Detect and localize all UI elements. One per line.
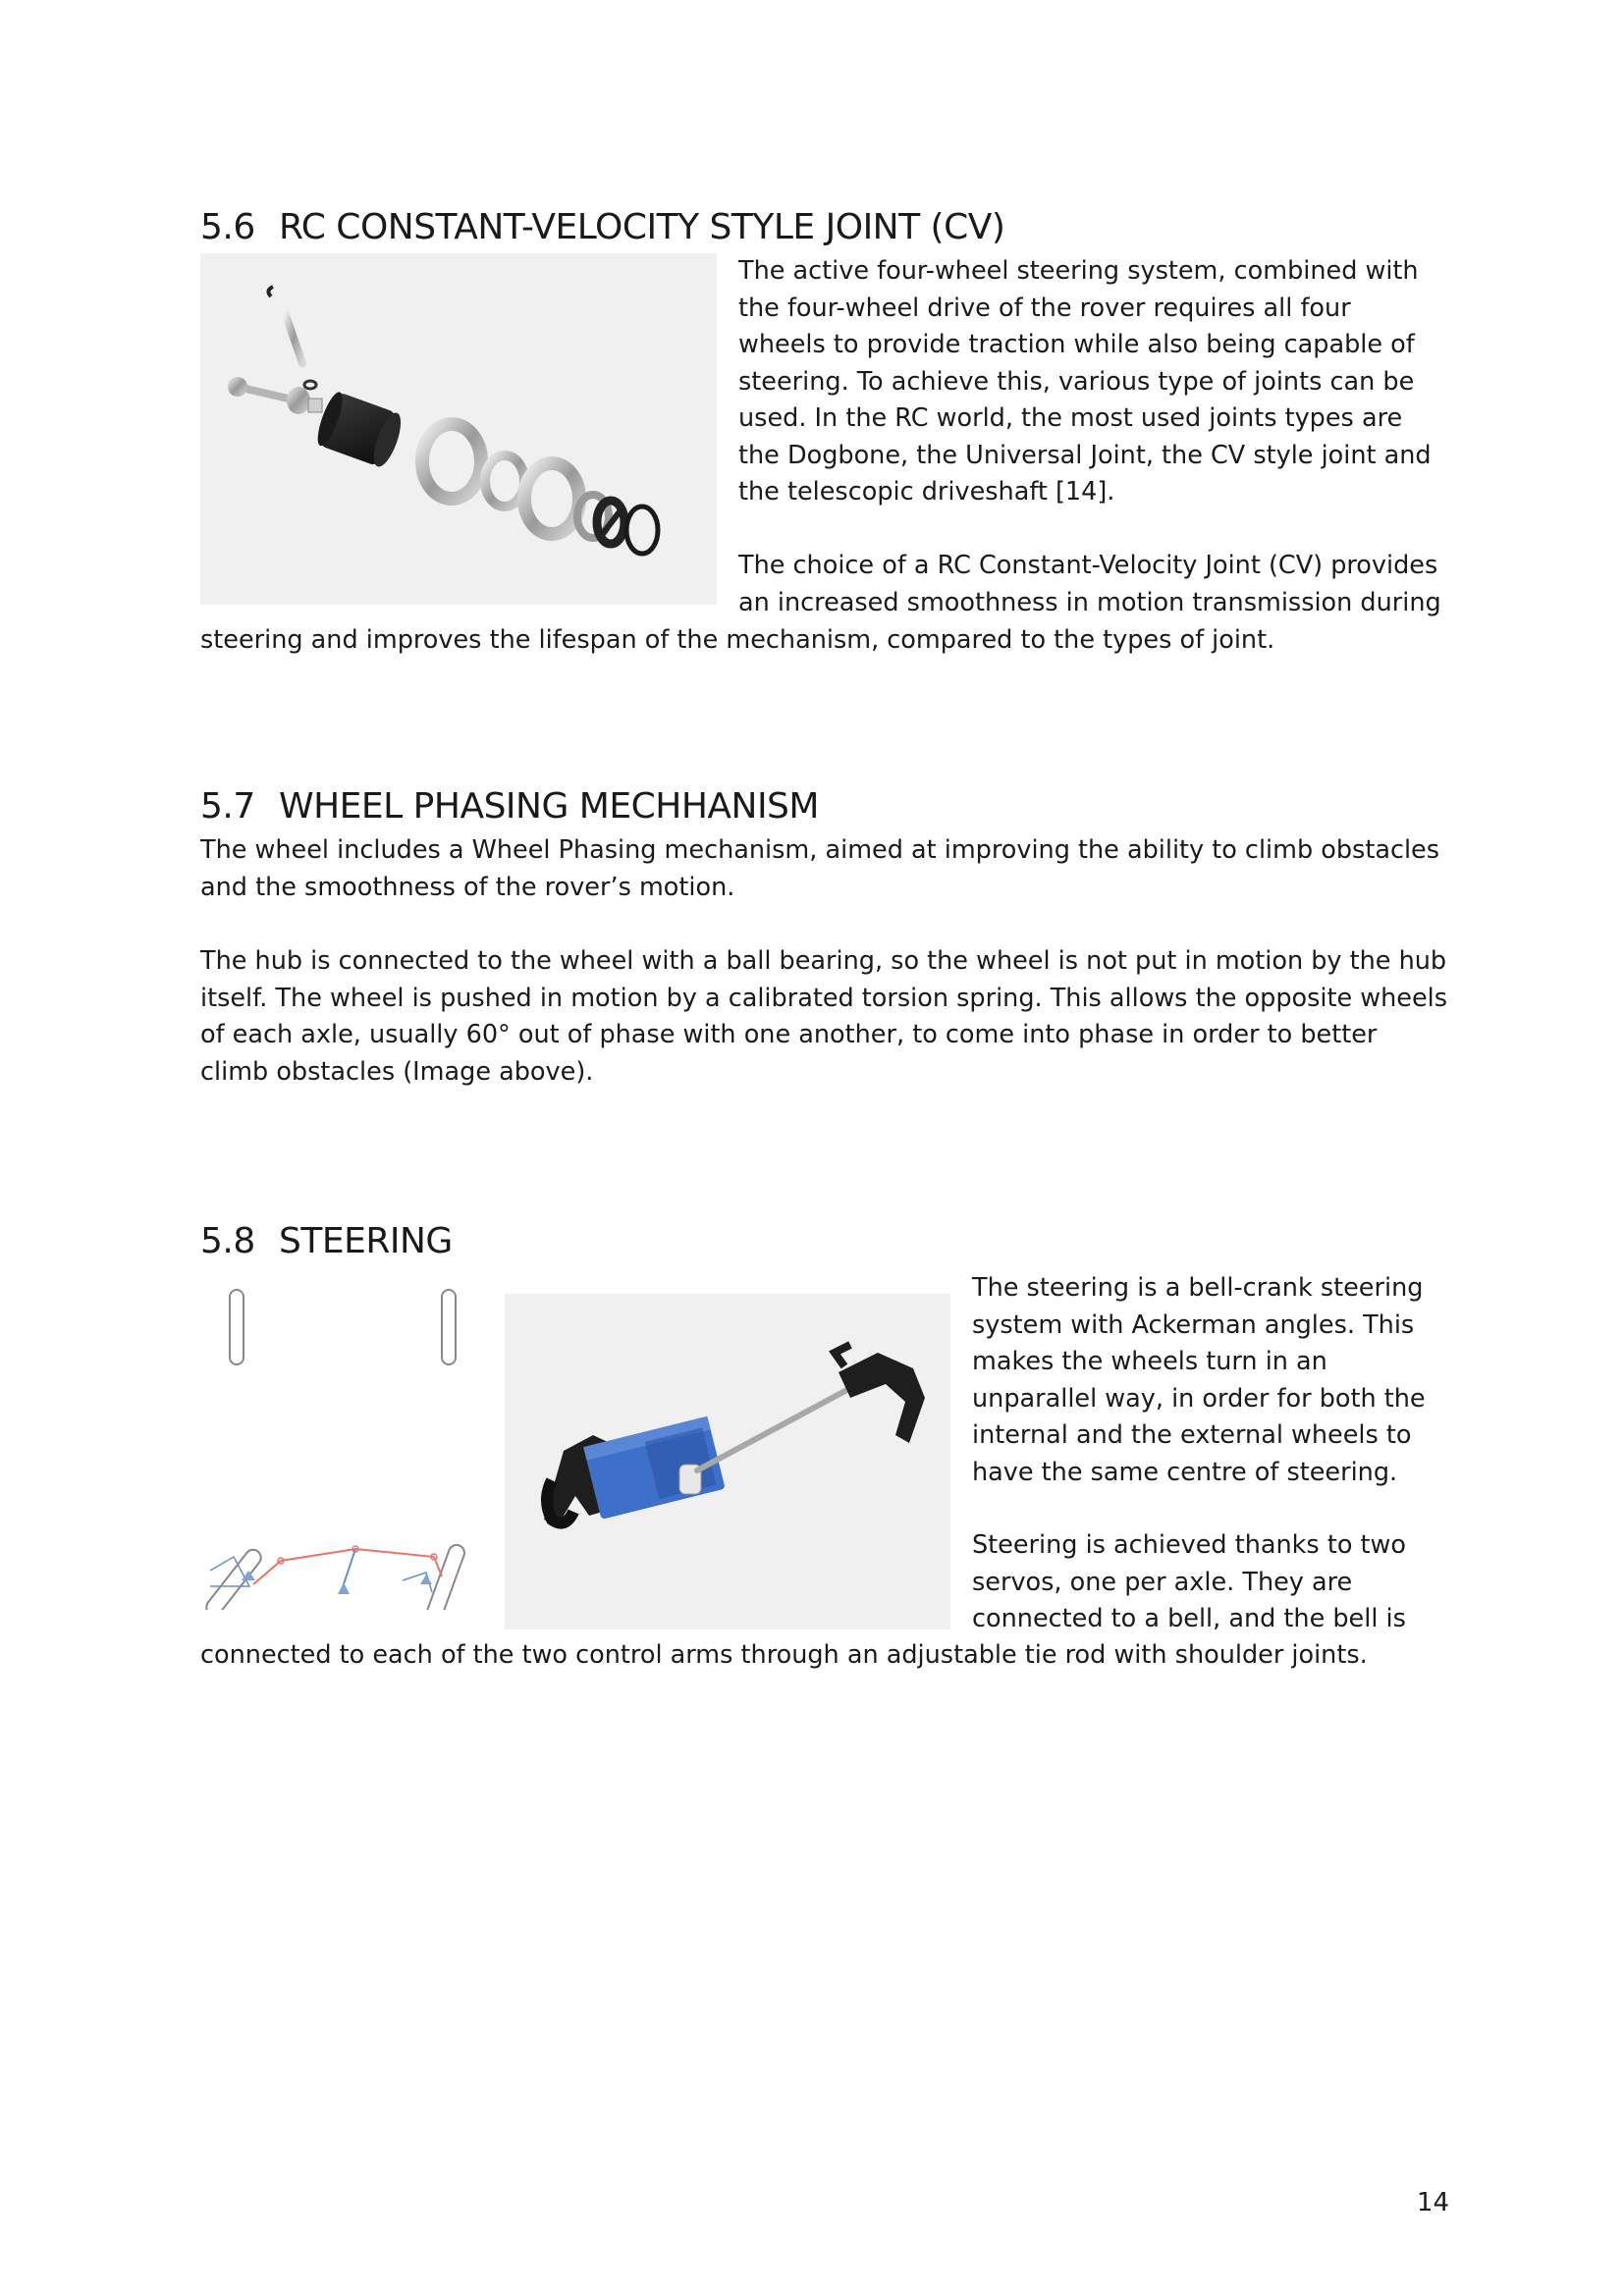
cv-joint-exploded-render <box>200 253 717 605</box>
section-number: 5.6 <box>200 207 255 247</box>
steering-side-text-2: Steering is achieved thanks to two servos, one per axle. They are connected to a bell, and the bell is <box>972 1530 1406 1633</box>
section-heading-cv <box>200 206 1004 249</box>
section-title: WHEEL PHASING MECHHANISM <box>279 786 819 827</box>
section-heading-phasing <box>200 785 819 828</box>
ackermann-steering-diagram <box>200 1286 485 1610</box>
phasing-paragraph-1: The wheel includes a Wheel Phasing mechanism, aimed at improving the ability to climb obstacles and the smoothness of the rover’s motion. <box>200 835 1440 902</box>
steering-side-text: The steering is a bell-crank steering system with Ackerman angles. This makes the wheels turn in an unparallel way, in order for both the internal and the external wheels to have the same centre of steering. <box>972 1273 1426 1487</box>
cv-side-text-2: The choice of a RC Constant-Velocity Joint (CV) provides an increased smoothness in motion transmission during <box>738 551 1441 617</box>
steering-full-text: connected to each of the two control arms through an adjustable tie rod with shoulder joints. <box>200 1640 1368 1670</box>
phasing-paragraph-2: The hub is connected to the wheel with a ball bearing, so the wheel is not put in motion by the hub itself. The wheel is pushed in motion by a calibrated torsion spring. This allows the opposite wheels of each axle, usually 60° out of phase with one another, to come into phase in order to better climb obstacles (Image above). <box>200 946 1448 1087</box>
page-number: 14 <box>1416 2188 1449 2217</box>
section-heading-steering <box>200 1220 453 1263</box>
cv-full-text: steering and improves the lifespan of the mechanism, compared to the types of joint. <box>200 625 1275 655</box>
section-number: 5.7 <box>200 786 255 827</box>
section-title: RC CONSTANT-VELOCITY STYLE JOINT (CV) <box>279 207 1005 247</box>
section-title: STEERING <box>279 1221 453 1261</box>
cv-side-text: The active four-wheel steering system, combined with the four-wheel drive of the rover requires all four wheels to provide traction while also being capable of steering. To achieve this, various type of joints can be used. In the RC world, the most used joints types are the Dogbone, the Universal Joint, the CV style joint and the telescopic driveshaft [14]. <box>738 256 1432 507</box>
section-number: 5.8 <box>200 1221 255 1261</box>
steering-servo-render <box>505 1294 950 1629</box>
